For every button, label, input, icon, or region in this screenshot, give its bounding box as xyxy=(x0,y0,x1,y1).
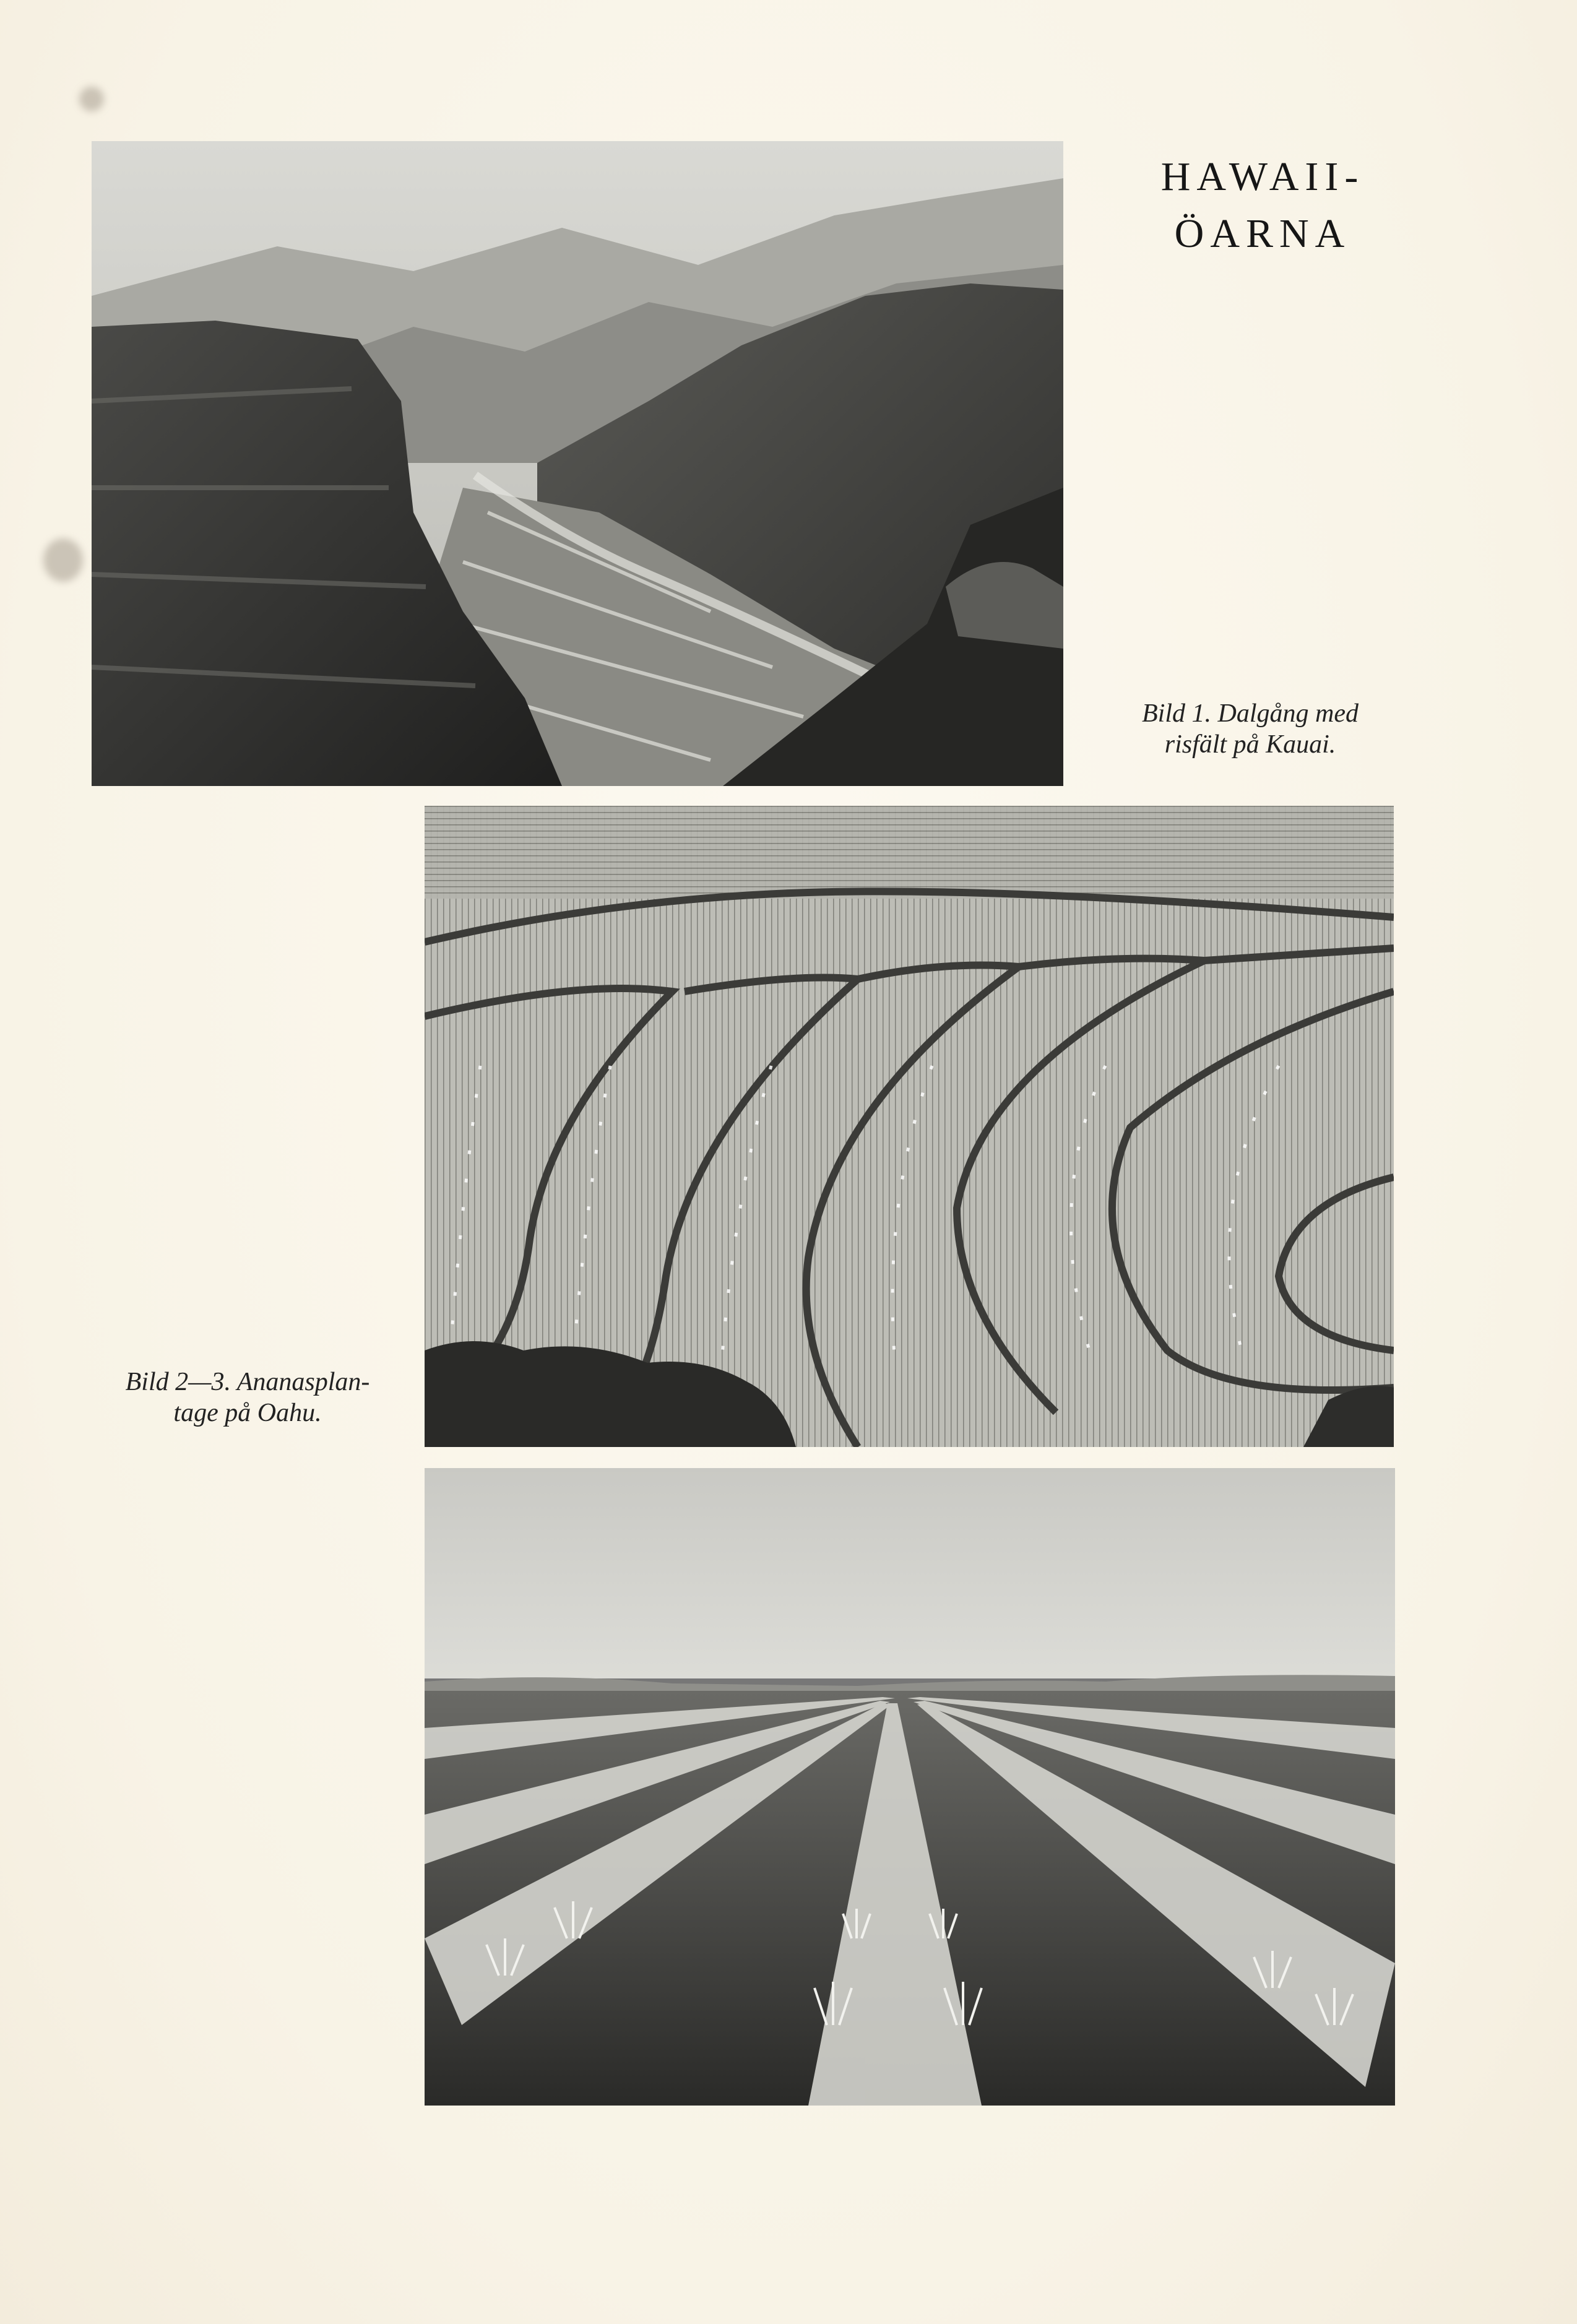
heading-line-2: ÖARNA xyxy=(1174,211,1351,256)
plantation-aerial-photo xyxy=(425,806,1394,1447)
caption-bild-1-line-2: risfält på Kauai. xyxy=(1164,730,1336,759)
caption-bild-2-3-line-1: Bild 2—3. Ananasplan- xyxy=(125,1368,370,1396)
caption-bild-2-3-line-2: tage på Oahu. xyxy=(173,1399,322,1427)
paper-stain xyxy=(79,87,104,111)
page-heading xyxy=(1114,149,1411,262)
caption-bild-2-3 xyxy=(74,1367,421,1428)
heading-line-1: HAWAII- xyxy=(1160,154,1365,199)
caption-bild-1-line-1: Bild 1. Dalgång med xyxy=(1142,699,1359,728)
plantation-rows-photo xyxy=(425,1468,1395,2106)
valley-photo xyxy=(92,141,1063,786)
paper-stain xyxy=(43,538,83,582)
caption-bild-1 xyxy=(1077,698,1424,760)
